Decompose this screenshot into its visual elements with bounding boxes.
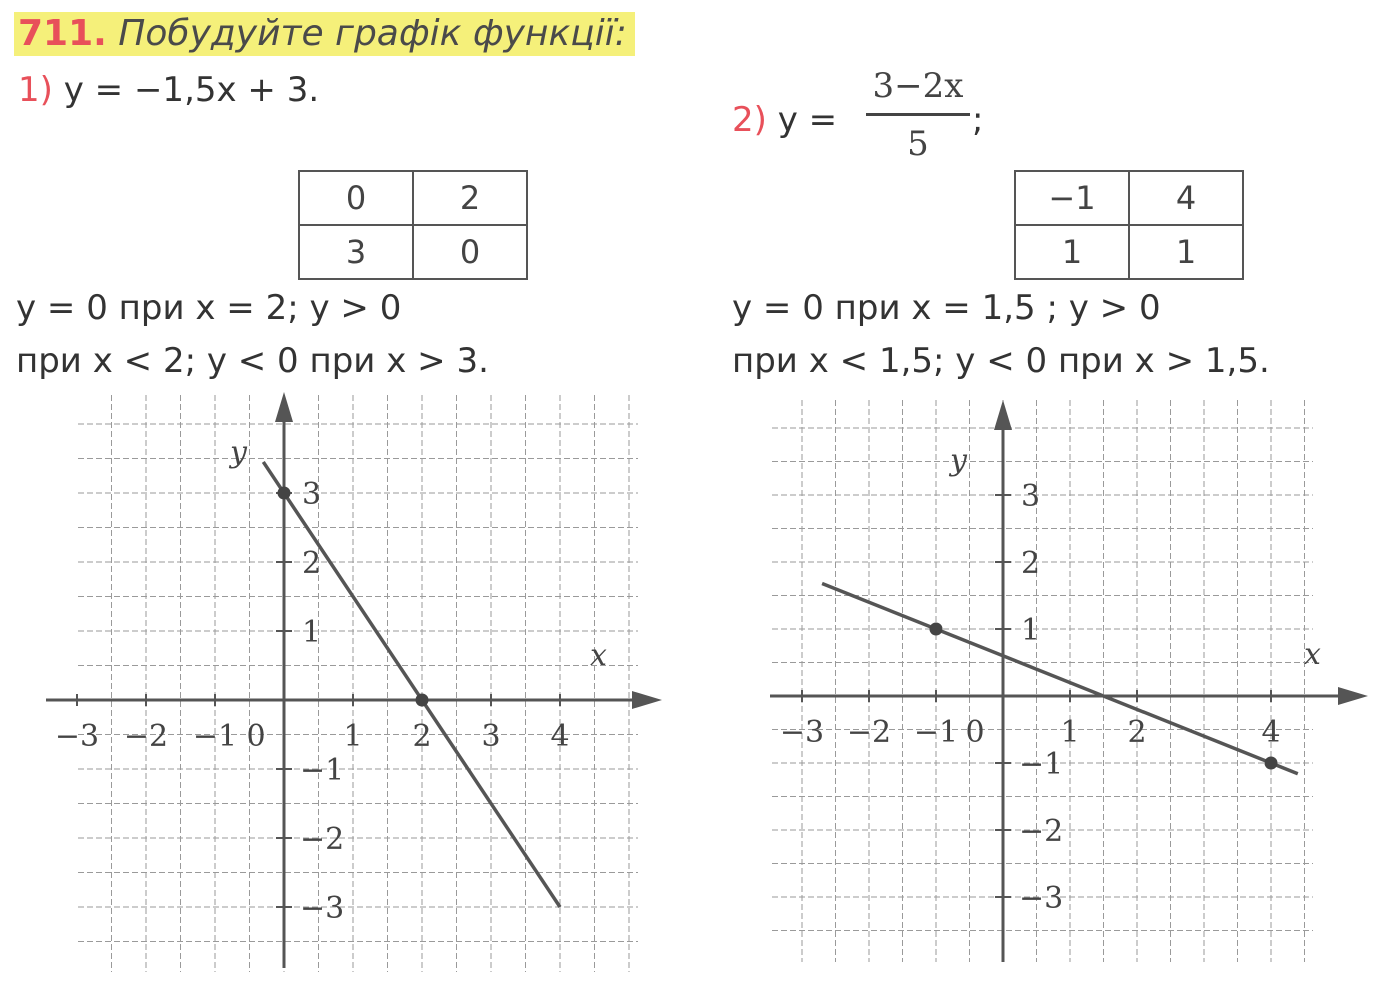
x-axis-arrow <box>632 691 662 709</box>
exercise-number: 711. <box>18 13 107 54</box>
y-tick-label: 3 <box>1021 479 1041 514</box>
part2-formula-prefix: y = <box>777 100 838 140</box>
y-tick-label: −2 <box>1019 814 1064 849</box>
x-axis-arrow <box>1338 687 1368 705</box>
table-cell: 3 <box>299 225 413 279</box>
y-tick-label: 2 <box>1021 546 1041 581</box>
y-axis-arrow <box>275 392 293 422</box>
x-tick-label: 3 <box>481 719 501 754</box>
part1-conclusion-line2: при x < 2; y < 0 при x > 3. <box>16 341 489 381</box>
x-tick-label: 4 <box>550 719 570 754</box>
y-tick-label: 2 <box>302 546 322 581</box>
x-axis-label: x <box>1304 637 1321 672</box>
part2-denominator: 5 <box>907 124 929 164</box>
y-axis-arrow <box>994 400 1012 430</box>
x-tick-label: 2 <box>412 719 432 754</box>
x-tick-label: −3 <box>54 719 100 754</box>
part2-conclusion-line1: y = 0 при x = 1,5 ; y > 0 <box>732 288 1161 328</box>
graph-point <box>278 487 291 500</box>
graph-point <box>416 694 429 707</box>
x-tick-label: −1 <box>913 715 959 750</box>
part1-label: 1) <box>18 70 53 110</box>
y-tick-label: −3 <box>300 891 345 926</box>
x-tick-label: −2 <box>846 715 892 750</box>
x-tick-label: 2 <box>1127 715 1147 750</box>
y-axis-label: y <box>950 443 967 478</box>
y-tick-label: −3 <box>1019 881 1064 916</box>
part2-numerator: 3−2x <box>872 66 964 106</box>
exercise-instruction: Побудуйте графік функції: <box>118 13 627 54</box>
x-tick-label: 4 <box>1261 715 1281 750</box>
y-tick-label: 3 <box>302 477 322 512</box>
part2-formula-suffix: ; <box>972 100 984 140</box>
x-axis-label: x <box>590 638 607 673</box>
graph-point <box>930 623 943 636</box>
part2-label: 2) <box>732 100 767 140</box>
table-cell: 4 <box>1129 171 1243 225</box>
table-cell: 1 <box>1129 225 1243 279</box>
table-cell: −1 <box>1015 171 1129 225</box>
y-tick-label: −1 <box>1019 747 1064 782</box>
x-tick-label: −1 <box>192 719 238 754</box>
x-tick-label: 1 <box>1060 715 1080 750</box>
y-axis-label: y <box>230 435 247 470</box>
graph-point <box>1265 757 1278 770</box>
table-cell: 1 <box>1015 225 1129 279</box>
x-tick-label: 0 <box>246 719 266 754</box>
x-tick-label: −3 <box>779 715 825 750</box>
table-cell: 0 <box>413 225 527 279</box>
part1-conclusion-line1: y = 0 при x = 2; y > 0 <box>16 288 402 328</box>
y-tick-label: −1 <box>300 753 345 788</box>
x-tick-label: 1 <box>343 719 363 754</box>
y-tick-label: 1 <box>1021 613 1041 648</box>
x-tick-label: −2 <box>123 719 169 754</box>
part1-formula: y = −1,5x + 3. <box>63 70 320 110</box>
y-tick-label: 1 <box>302 615 322 650</box>
y-tick-label: −2 <box>300 822 345 857</box>
table-cell: 2 <box>413 171 527 225</box>
x-tick-label: 0 <box>965 715 985 750</box>
table-cell: 0 <box>299 171 413 225</box>
part2-conclusion-line2: при x < 1,5; y < 0 при x > 1,5. <box>732 341 1270 381</box>
